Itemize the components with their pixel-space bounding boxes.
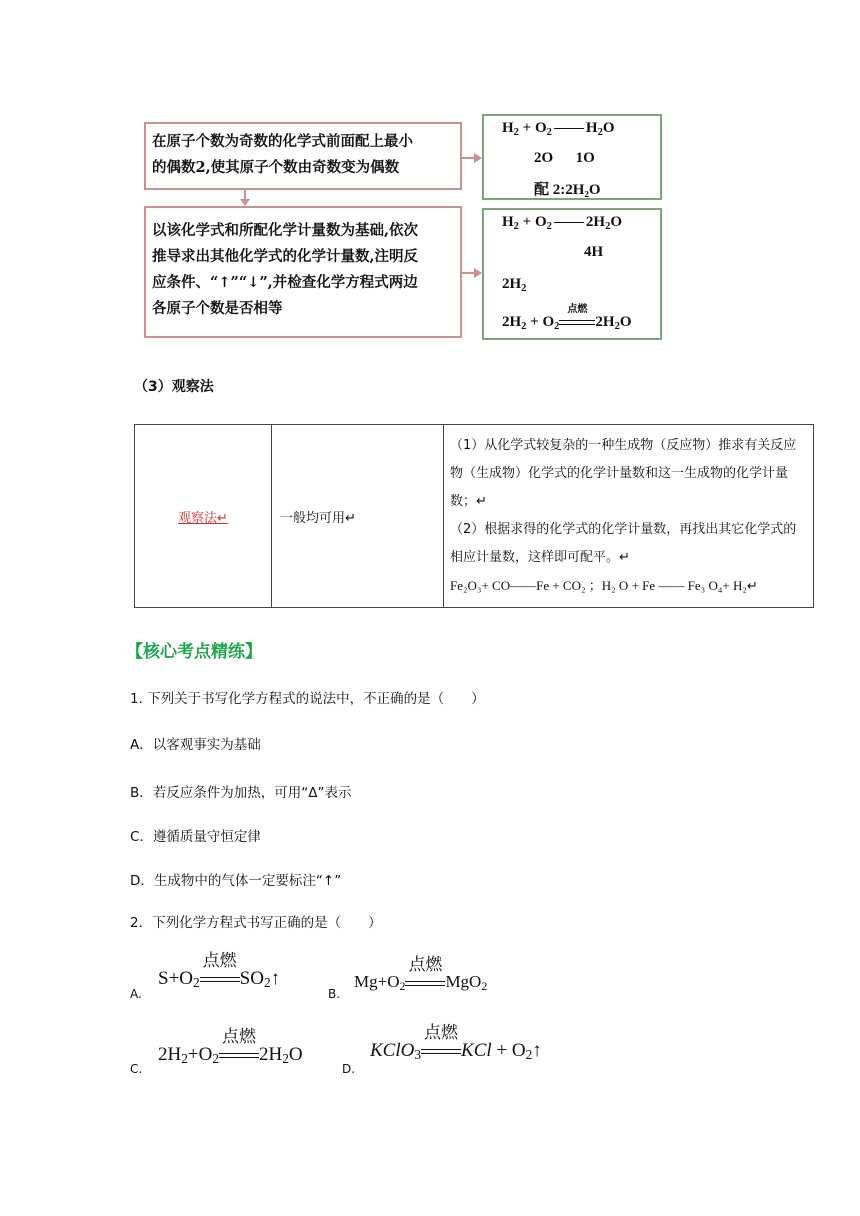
q1-option-c: C．遵循质量守恒定律 [130, 829, 261, 845]
arrow-right-1-head [474, 153, 482, 163]
q2-equation-a: $S+O_2$ 点燃 $SO_2↑$ [158, 968, 280, 991]
flow-step-2-line-4: 各原子个数是否相等 [152, 300, 283, 317]
q1-option-a: A．以客观事实为基础 [130, 737, 261, 753]
condition-ignite: 点燃 [567, 304, 588, 315]
flow-step-2-line-2: 推导求出其他化学式的化学计量数,注明反 [152, 248, 419, 265]
method-example: Fe₂O₃+ CO——Fe + CO₂ ；H₂ O + Fe —— Fe₃ O₄+ H₂↵ [450, 578, 758, 593]
section-3-title: （3）观察法 [134, 379, 214, 395]
q2-equation-b: $Mg+O_2$ 点燃 MgO$_2$ [354, 972, 487, 994]
condition-ignite: 点燃 [202, 951, 237, 970]
result-2-final-equation: $2H_2 + O_2$ 点燃 $2H_2O$ [502, 314, 631, 332]
result-2-line-2: 4H [584, 244, 604, 260]
result-1-equation: $H_2 + O_2$ $H_2O$ [502, 120, 615, 138]
condition-ignite: 点燃 [424, 1023, 459, 1042]
q1-option-b: B．若反应条件为加热，可用“Δ”表示 [130, 785, 352, 801]
arrow-down-head [240, 199, 250, 206]
q2-label-d: D. [342, 1062, 356, 1076]
arrow-right-2-head [474, 268, 482, 278]
flow-step-2-line-1: 以该化学式和所配化学计量数为基础,依次 [152, 222, 419, 239]
method-desc-cell [444, 425, 814, 608]
table-row [135, 425, 814, 608]
flow-step-box-2 [144, 206, 462, 338]
method-scope-cell [272, 425, 444, 608]
flow-step-2-line-3: 应条件、“↑”“↓”,并检查化学方程式两边 [152, 274, 418, 291]
q2-label-c: C. [130, 1062, 143, 1076]
result-1-line-3: 配 2:2H₂O [534, 182, 601, 198]
result-box-1 [482, 114, 662, 200]
result-2-line-3: $2H_2$ [502, 276, 527, 294]
q2-equation-c: $2H_2+O_2$ 点燃 $2H_2O$ [158, 1044, 303, 1067]
result-1-line-2: 2O 1O [534, 150, 595, 166]
q2-label-b: B. [328, 987, 341, 1001]
condition-ignite: 点燃 [408, 955, 443, 974]
flow-step-1-line-2: 的偶数2,使其原子个数由奇数变为偶数 [152, 159, 400, 176]
q1-option-d: D．生成物中的气体一定要标注“↑” [130, 873, 342, 889]
q2-stem: 2．下列化学方程式书写正确的是（ ） [130, 915, 382, 931]
method-scope: 一般均可用↵ [280, 510, 356, 526]
core-title: 【核心考点精练】 [126, 642, 262, 662]
result-2-equation: $H_2 + O_2$ $2H_2O$ [502, 214, 622, 232]
q2-label-a: A. [130, 987, 142, 1001]
method-name-cell [135, 425, 272, 608]
method-name[interactable]: 观察法↵ [178, 510, 228, 526]
q1-stem: 1. 下列关于书写化学方程式的说法中，不正确的是（ ） [130, 691, 485, 707]
method-desc-2: （2）根据求得的化学式的化学计量数，再找出其它化学式的相应计量数，这样即可配平。↵ [450, 522, 797, 565]
flow-step-1-line-1: 在原子个数为奇数的化学式前面配上最小 [152, 133, 413, 150]
flow-step-box-1 [144, 122, 462, 190]
observe-method-table [134, 424, 814, 608]
q2-equation-d: KClO$_3$ 点燃 KCl + $O_2↑$ [370, 1040, 542, 1063]
condition-ignite: 点燃 [221, 1027, 256, 1046]
result-box-2 [482, 208, 662, 340]
method-desc-1: （1）从化学式较复杂的一种生成物（反应物）推求有关反应物（生成物）化学式的化学计量数和这一生成物的化学计量数；↵ [450, 438, 797, 509]
